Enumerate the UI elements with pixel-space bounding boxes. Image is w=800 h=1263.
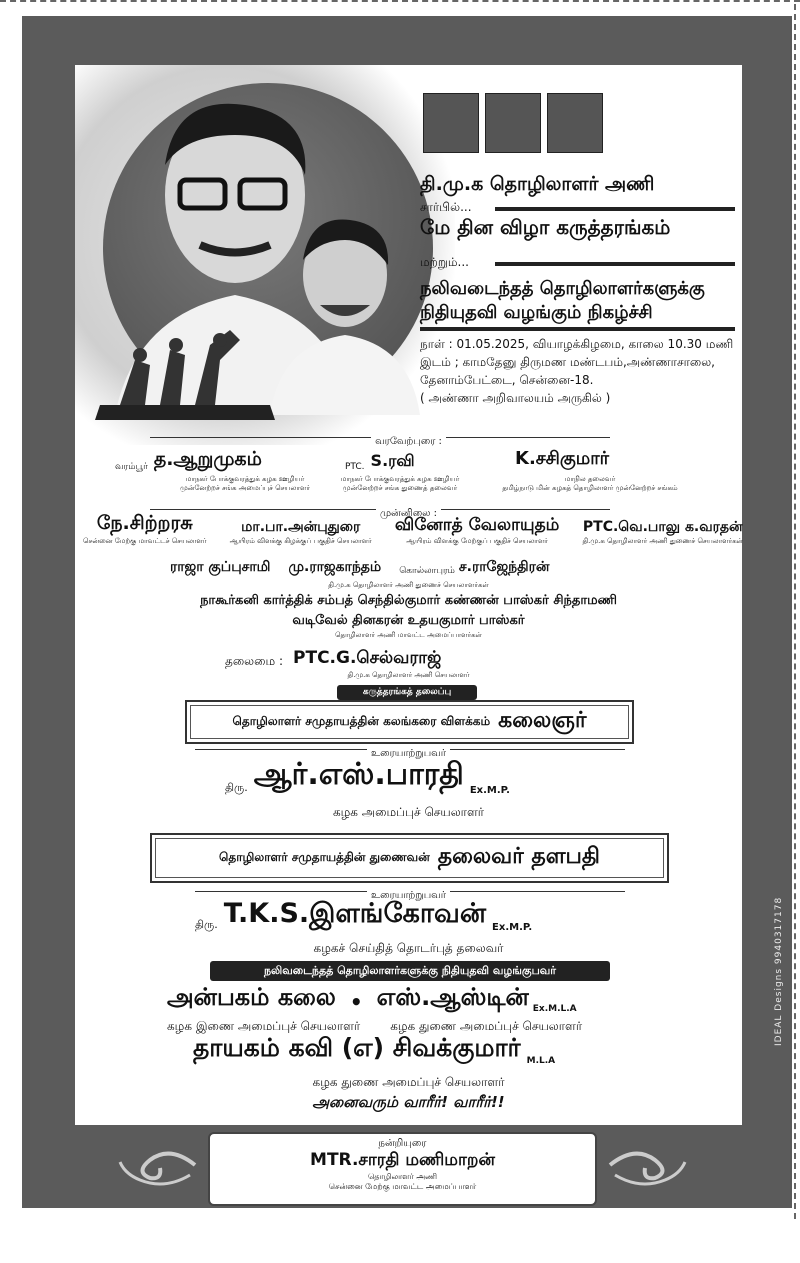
- person-name: த.ஆறுமுகம்: [153, 448, 262, 470]
- presence-row-2: [170, 559, 549, 577]
- person-caption: மாநகர் போக்குவரத்துக் கழக ஊழியர் முன்னேற்றச் சங்க அமைப்புச் செயலாளர்: [180, 475, 310, 492]
- speaker-prefix: திரு.: [225, 781, 248, 794]
- topic-highlight: தலைவர் தளபதி: [437, 844, 600, 869]
- speaker-name: T.K.S.இளங்கோவன்: [223, 898, 487, 929]
- poster-panel: [75, 65, 742, 1125]
- speaker-1: [225, 757, 510, 796]
- person-name: நே.சிற்றரசு: [96, 512, 193, 534]
- aid-giver-suffix: Ex.M.L.A: [532, 1004, 577, 1014]
- person-name: மு.ராஜகாந்தம்: [288, 559, 382, 575]
- person-name: ச.ராஜேந்திரன்: [458, 559, 550, 575]
- person-caption: ஆயிரம் விளக்கு கிழக்குப் பகுதிச் செயலாளர்: [229, 537, 372, 545]
- founder-portrait: [547, 93, 603, 153]
- sarbil-text: சார்பில்...: [420, 200, 472, 214]
- event-subtitle: [420, 277, 705, 325]
- person-caption: ஆயிரம் விளக்கு மேற்குப் பகுதிச் செயலாளர்: [406, 537, 548, 545]
- person-name: PTC.வெ.பாலு க.வரதன்: [582, 519, 743, 535]
- person-prefix: PTC.: [345, 462, 365, 472]
- person-prefix: கொல்லாபுரம்: [399, 566, 455, 576]
- designer-credit: IDEAL Designs 9940317178: [774, 896, 784, 1046]
- speaker-2: [195, 898, 532, 933]
- aid-giver-suffix: M.L.A: [526, 1056, 556, 1066]
- person-name: K.சசிகுமார்: [515, 448, 610, 469]
- event-venue-landmark: ( அண்ணா அறிவாலயம் அருகில் ): [420, 391, 611, 405]
- event-venue: இடம் ; காமதேனு திருமண மண்டபம்,அண்ணாசாலை,: [420, 355, 715, 369]
- aid-giver-name: தாயகம் கவி (எ) சிவக்குமார்: [193, 1033, 521, 1062]
- person-prefix: வரம்பூர்: [115, 462, 148, 472]
- topic-text: தொழிலாளர் சமுதாயத்தின் துணைவன்: [219, 850, 430, 864]
- person-caption: மாநகர் போக்குவரத்துக் கழக ஊழியர் முன்னேற்றச் சங்க துணைத் தலைவர்: [340, 475, 460, 492]
- speaker-suffix: Ex.M.P.: [492, 922, 533, 933]
- aid-giver-role: கழக துணை அமைப்புச் செயலாளர்: [390, 1019, 583, 1033]
- founder-portrait: [423, 93, 479, 153]
- event-venue: தேனாம்பேட்டை, சென்னை-18.: [420, 373, 594, 387]
- presence-row-1: [83, 512, 743, 546]
- thanks-caption: சென்னை மேற்கு மாவட்ட அமைப்பாளர்: [328, 1182, 477, 1191]
- founder-portrait: [485, 93, 541, 153]
- person-caption: தி.மு.க தொழிலாளர் அணி துணைச் செயலாளர்கள்: [582, 537, 743, 545]
- separator: •: [349, 990, 363, 1014]
- seminar-topic-badge: கருத்தரங்கத் தலைப்பு: [337, 685, 477, 700]
- event-date: நாள் : 01.05.2025, வியாழக்கிழமை, காலை 10.30 மணி: [420, 337, 734, 351]
- youth-leader-portrait-illustration: [270, 215, 420, 415]
- person-caption: மாநில தலைவர் தமிழ்நாடு மின் கழகத் தொழிலாளர் முன்னேற்றச் சங்கம்: [502, 475, 678, 492]
- person-caption: தி.மு.க தொழிலாளர் அணி துணைச் செயலாளர்கள்: [328, 581, 489, 589]
- speaker-label: உரையாற்றுபவர்: [367, 748, 450, 759]
- person-caption: தி.மு.க தொழிலாளர் அணி செயலாளர்: [347, 671, 470, 679]
- cut-line-top: [0, 0, 800, 8]
- aid-badge: நலிவடைந்தத் தொழிலாளர்களுக்கு நிதியுதவி வழங்குபவர்: [210, 961, 610, 981]
- welcome-person: [345, 451, 415, 472]
- founders-portraits: [423, 93, 603, 153]
- event-details: [420, 335, 733, 407]
- thanks-label: நன்றியுரை: [378, 1138, 427, 1149]
- seminar-topic-box: [185, 700, 634, 744]
- person-name: S.ரவி: [370, 451, 415, 470]
- topic-highlight: கலைஞர்: [498, 708, 587, 733]
- title-rule: [495, 262, 735, 266]
- speaker-name: ஆர்.எஸ்.பாரதி: [253, 757, 464, 792]
- speaker-suffix: Ex.M.P.: [469, 785, 510, 796]
- event-subtitle-line: நிதியுதவி வழங்கும் நிகழ்ச்சி: [420, 302, 653, 323]
- speaker-role: கழக அமைப்புச் செயலாளர்: [332, 805, 485, 819]
- speaker-label: உரையாற்றுபவர்: [367, 890, 450, 901]
- matrum-text: மற்றும்...: [420, 255, 469, 269]
- aid-givers-row: [167, 983, 577, 1014]
- organisers-names: நாகூர்கனி கார்த்திக் சம்பத் செந்தில்குமார் கண்ணன் பாஸ்கர் சிந்தாமணி: [200, 593, 617, 608]
- cut-line-right: [794, 4, 796, 1219]
- aid-giver-role: கழக துணை அமைப்புச் செயலாளர்: [312, 1075, 505, 1089]
- welcome-person: [515, 448, 609, 471]
- person-name: ராஜா குப்புசாமி: [170, 559, 271, 575]
- thanks-caption: தொழிலாளர் அணி: [367, 1172, 438, 1181]
- title-rule: [420, 327, 735, 331]
- event-title: மே தின விழா கருத்தரங்கம்: [420, 215, 671, 239]
- speaker-prefix: திரு.: [195, 918, 218, 931]
- topic-text: தொழிலாளர் சமுதாயத்தின் கலங்கரை விளக்கம்: [232, 714, 491, 728]
- aid-giver-3: [193, 1033, 555, 1066]
- labour-statue-illustration: [90, 320, 280, 430]
- welcome-label: வரவேற்புரை :: [371, 436, 446, 447]
- person-caption: தொழிலாளர் அணி மாவட்ட அமைப்பாளர்கள்: [335, 631, 482, 639]
- thanks-name: MTR.சாரதி மணிமாறன்: [310, 1150, 495, 1170]
- aid-giver-name: எஸ்.ஆஸ்டின்: [376, 983, 529, 1011]
- person-name: வினோத் வேலாயுதம்: [394, 515, 560, 535]
- person-name: மா.பா.அன்புதுரை: [241, 519, 361, 535]
- chair-name: PTC.G.செல்வராஜ்: [293, 648, 442, 668]
- welcome-person: [115, 448, 262, 473]
- chair-label: தலைமை :: [225, 654, 284, 668]
- ornament-right-icon: [605, 1140, 695, 1190]
- invitation-text: அனைவரும் வாரீர்! வாரீர்!!: [312, 1093, 505, 1111]
- organisation-title: தி.மு.க தொழிலாளர் அணி: [420, 173, 655, 195]
- title-rule: [495, 207, 735, 211]
- aid-giver-role: கழக இணை அமைப்புச் செயலாளர்: [167, 1019, 361, 1033]
- presence-label: முன்னிலை :: [376, 508, 441, 519]
- event-subtitle-line: நலிவடைந்தத் தொழிலாளர்களுக்கு: [420, 278, 705, 299]
- speaker-role: கழகச் செய்தித் தொடர்புத் தலைவர்: [313, 941, 504, 955]
- chair-row: [225, 648, 441, 670]
- thanks-box: [208, 1132, 597, 1206]
- organisers-names: வடிவேல் தினகரன் உதயகுமார் பாஸ்கர்: [292, 613, 525, 628]
- ornament-left-icon: [110, 1140, 200, 1190]
- aid-giver-name: அன்பகம் கலை: [167, 983, 336, 1011]
- seminar-topic-box: [150, 833, 669, 883]
- person-caption: சென்னை மேற்கு மாவட்டச் செயலாளர்: [83, 537, 207, 545]
